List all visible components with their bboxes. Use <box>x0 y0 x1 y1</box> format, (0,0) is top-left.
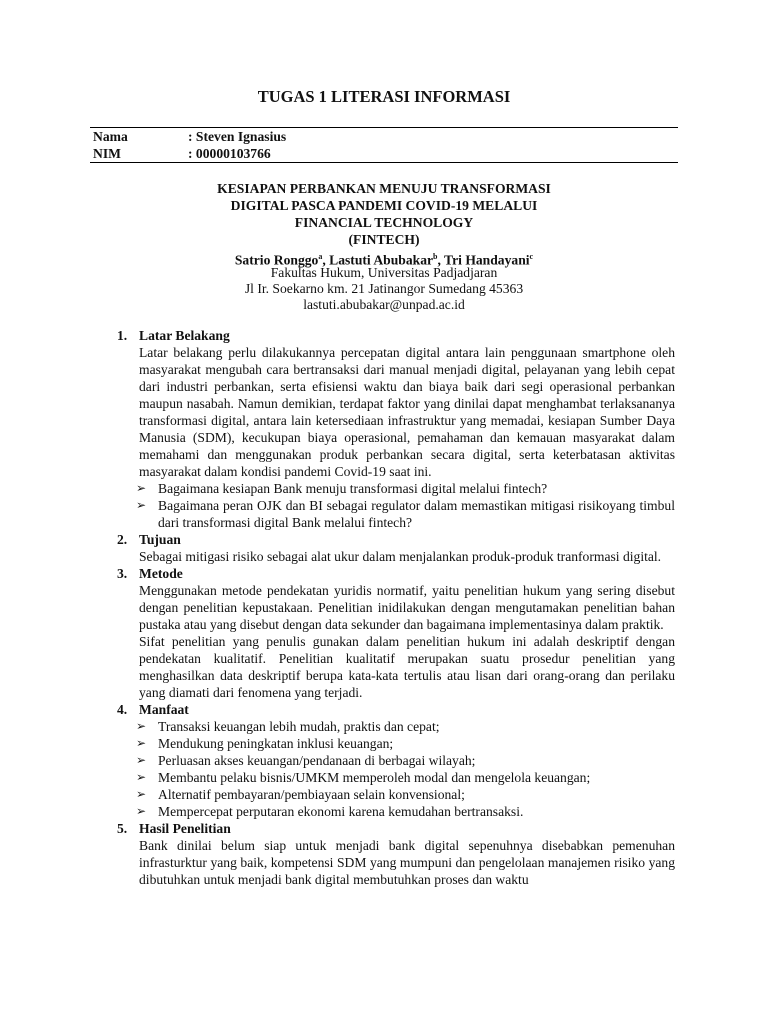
paper-title-line: FINANCIAL TECHNOLOGY <box>294 215 474 230</box>
nim-row <box>90 145 678 163</box>
section-title: Latar Belakang <box>139 328 230 343</box>
nim-value: : 00000103766 <box>188 146 271 161</box>
section-number: 4. <box>117 702 128 717</box>
section-number: 2. <box>117 532 128 547</box>
name-label: Nama <box>93 129 128 144</box>
address: Jl Ir. Soekarno km. 21 Jatinangor Sumedang 45363 <box>244 281 524 296</box>
author-separator: , <box>437 252 445 268</box>
section-tujuan <box>113 531 675 565</box>
list-item-text: Bagaimana peran OJK dan BI sebagai regulator dalam memastikan mitigasi risikoyang timbul dari transformasi digital Bank melalui fintech? <box>158 498 675 530</box>
section-hasil-penelitian <box>113 820 675 888</box>
author-mark: b <box>433 252 438 261</box>
section-metode <box>113 565 675 701</box>
paper-title <box>0 180 768 248</box>
identity-table <box>90 127 678 163</box>
author-mark: c <box>529 252 534 261</box>
author-mark: a <box>318 252 323 261</box>
list-item-text: Bagaimana kesiapan Bank menuju transformasi digital melalui fintech? <box>158 481 548 496</box>
list-item <box>113 735 675 752</box>
author-separator: , <box>322 252 330 268</box>
section-title: Metode <box>139 566 183 581</box>
document-body <box>113 327 675 888</box>
arrow-bullet-icon: ➢ <box>136 719 147 733</box>
paper-title-line: DIGITAL PASCA PANDEMI COVID-19 MELALUI <box>230 198 538 213</box>
bullet-list <box>113 718 675 820</box>
author-name: Lastuti Abubakar <box>329 252 434 268</box>
arrow-bullet-icon: ➢ <box>136 481 147 495</box>
section-number: 5. <box>117 821 128 836</box>
list-item <box>113 718 675 735</box>
arrow-bullet-icon: ➢ <box>136 498 147 512</box>
author-name: Satrio Ronggo <box>234 252 319 268</box>
arrow-bullet-icon: ➢ <box>136 804 147 818</box>
arrow-bullet-icon: ➢ <box>136 770 147 784</box>
arrow-bullet-icon: ➢ <box>136 787 147 801</box>
section-title: Manfaat <box>139 702 189 717</box>
paper-title-line: (FINTECH) <box>348 232 420 247</box>
section-title: Tujuan <box>139 532 181 547</box>
email: lastuti.abubakar@unpad.ac.id <box>303 297 465 312</box>
list-item <box>113 497 675 531</box>
name-row <box>90 128 678 145</box>
section-paragraph: Menggunakan metode pendekatan yuridis normatif, yaitu penelitian hukum yang sering disebut dengan penelitian kepustakaan. Penelitian inidilakukan dengan mengutamakan penelitian bahan pustaka atau yang disebut dengan data sekunder dan bagaimana implementasinya dalam praktik. <box>139 583 675 632</box>
paper-title-line: KESIAPAN PERBANKAN MENUJU TRANSFORMASI <box>217 181 551 196</box>
section-paragraph: Sebagai mitigasi risiko sebagai alat ukur dalam menjalankan produk-produk tranformasi digital. <box>139 549 662 564</box>
section-manfaat <box>113 701 675 820</box>
section-number: 1. <box>117 328 128 343</box>
arrow-bullet-icon: ➢ <box>136 736 147 750</box>
list-item <box>113 752 675 769</box>
bullet-list <box>113 480 675 531</box>
section-number: 3. <box>117 566 128 581</box>
section-paragraph: Sifat penelitian yang penulis gunakan dalam penelitian hukum ini adalah deskriptif dengan pendekatan kualitatif. Penelitian kualitatif merupakan suatu prosedur penelitian yang menghasilkan data deskriptif berupa kata-kata tertulis atau lisan dari orang-orang dan perilaku yang diamati dari fenomena yang terjadi. <box>139 634 675 700</box>
list-item-text: Alternatif pembayaran/pembiayaan selain konvensional; <box>158 787 465 802</box>
list-item <box>113 480 675 497</box>
list-item <box>113 769 675 786</box>
list-item-text: Mempercepat perputaran ekonomi karena kemudahan bertransaksi. <box>158 804 524 819</box>
list-item-text: Membantu pelaku bisnis/UMKM memperoleh modal dan mengelola keuangan; <box>158 770 591 785</box>
section-paragraph: Bank dinilai belum siap untuk menjadi bank digital sepenuhnya disebabkan pemenuhan infrasturktur yang baik, kompetensi SDM yang mumpuni dan pengelolaan manajemen risiko yang dibutuhkan untuk menjadi bank digital membutuhkan proses dan waktu <box>139 838 675 887</box>
section-paragraph: Latar belakang perlu dilakukannya percepatan digital antara lain penggunaan smartphone oleh masyarakat mengubah cara bertransaksi dari manual menjadi digital, pelayanan yang lebih cepat dari industri perbankan, serta efisiensi waktu dan biaya baik dari segi operasional perbankan maupun nasabah. Namun demikian, terdapat faktor yang dinilai dapat menghambat terlaksananya transformasi digital, antara lain ketersediaan infrastruktur yang memadai, kesiapan Sumber Daya Manusia (SDM), kecukupan biaya operasional, pemahaman dan kemauan masyarakat dalam memahami dan menggunakan produk perbankan secara digital, serta keterbatasan aktivitas masyarakat dalam kondisi pandemi Covid-19 saat ini. <box>139 345 675 479</box>
nim-label: NIM <box>93 146 121 161</box>
list-item-text: Perluasan akses keuangan/pendanaan di berbagai wilayah; <box>158 753 476 768</box>
name-value: : Steven Ignasius <box>188 129 287 144</box>
list-item-text: Transaksi keuangan lebih mudah, praktis dan cepat; <box>158 719 440 734</box>
arrow-bullet-icon: ➢ <box>136 753 147 767</box>
author-name: Tri Handayani <box>444 252 530 268</box>
list-item <box>113 786 675 803</box>
affiliation: Fakultas Hukum, Universitas Padjadjaran <box>270 265 498 280</box>
document-title: TUGAS 1 LITERASI INFORMASI <box>257 87 511 106</box>
section-title: Hasil Penelitian <box>139 821 231 836</box>
list-item <box>113 803 675 820</box>
list-item-text: Mendukung peningkatan inklusi keuangan; <box>158 736 394 751</box>
section-latar-belakang <box>113 327 675 531</box>
